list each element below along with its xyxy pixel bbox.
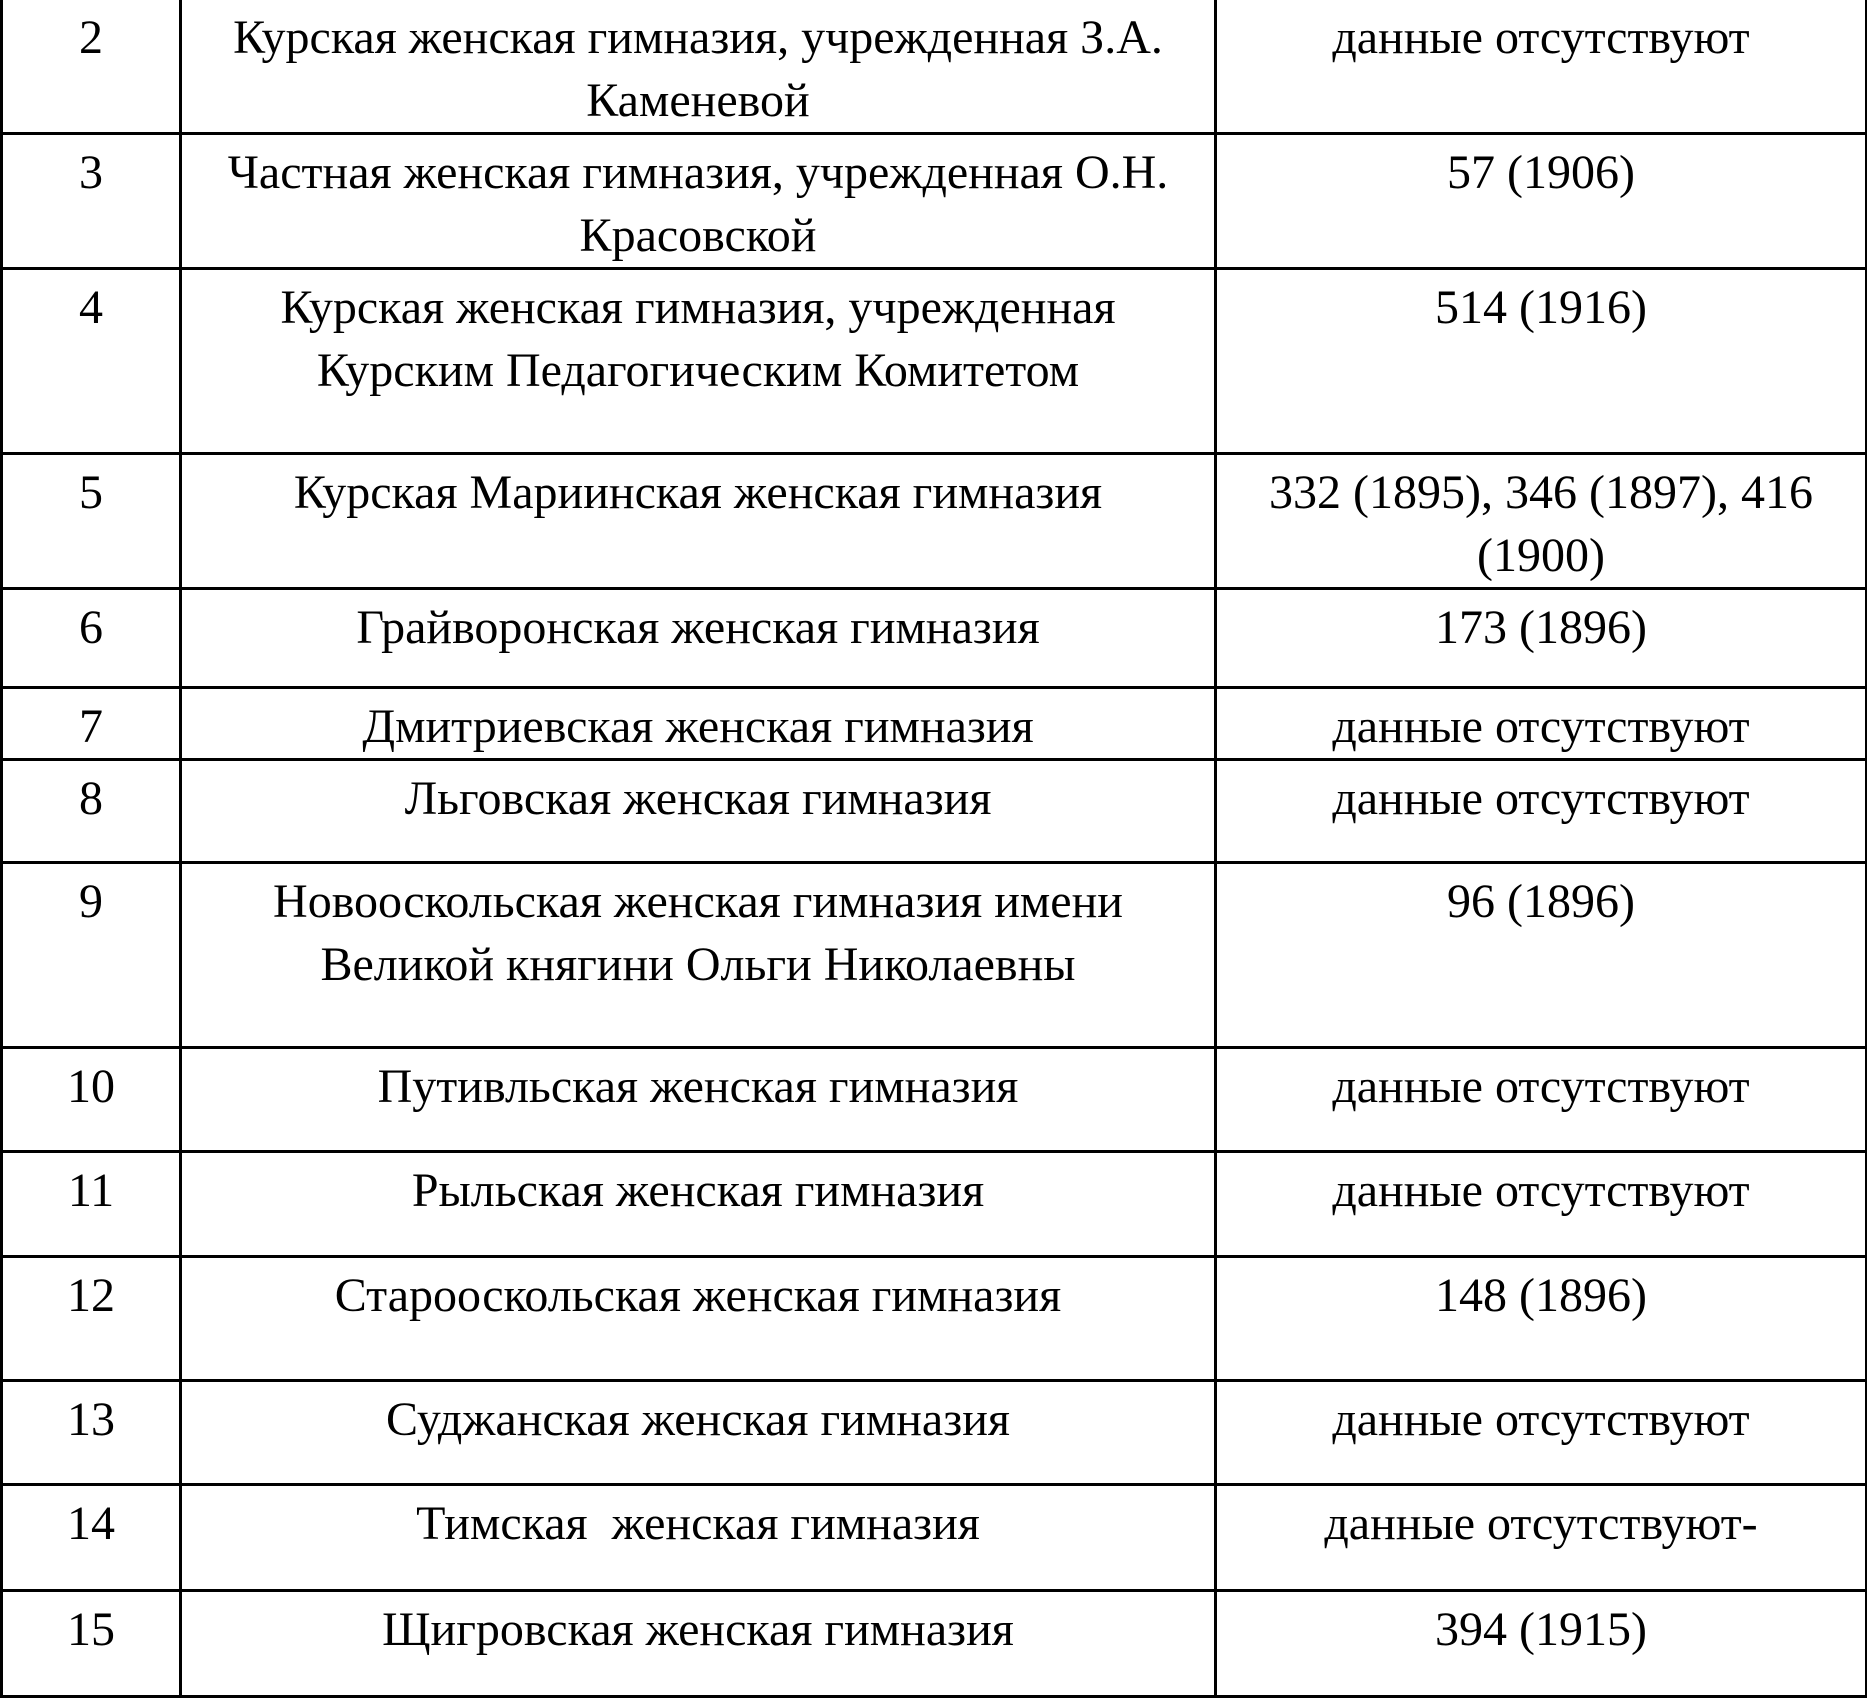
student-count-cell: данные отсутствуют (1216, 688, 1867, 760)
row-number-cell: 11 (2, 1152, 181, 1257)
row-number-cell: 13 (2, 1381, 181, 1485)
row-number-cell: 7 (2, 688, 181, 760)
row-number-cell: 10 (2, 1048, 181, 1152)
student-count-cell: данные отсутствуют (1216, 1152, 1867, 1257)
gymnasium-name-cell: Грайворонская женская гимназия (181, 589, 1216, 688)
row-number-cell: 4 (2, 269, 181, 454)
table-row (2, 1257, 1867, 1381)
gymnasium-name-cell: Частная женская гимназия, учрежденная О.Н. Красовской (181, 134, 1216, 269)
table-row (2, 589, 1867, 688)
table-row (2, 269, 1867, 454)
student-count-cell: 57 (1906) (1216, 134, 1867, 269)
gymnasium-name-cell: Старооскольская женская гимназия (181, 1257, 1216, 1381)
gymnasium-name-cell: Суджанская женская гимназия (181, 1381, 1216, 1485)
table-row (2, 134, 1867, 269)
row-number-cell: 15 (2, 1591, 181, 1697)
gymnasium-name-cell: Путивльская женская гимназия (181, 1048, 1216, 1152)
row-number-cell: 6 (2, 589, 181, 688)
table-body (2, 0, 1867, 1697)
student-count-cell: данные отсутствуют (1216, 1381, 1867, 1485)
table-row (2, 1485, 1867, 1591)
gymnasium-name-cell: Дмитриевская женская гимназия (181, 688, 1216, 760)
row-number-cell: 14 (2, 1485, 181, 1591)
table-row (2, 1048, 1867, 1152)
gymnasium-name-cell: Курская женская гимназия, учрежденная З.А. Каменевой (181, 0, 1216, 134)
table-row (2, 688, 1867, 760)
student-count-cell: 514 (1916) (1216, 269, 1867, 454)
gymnasium-name-cell: Тимская женская гимназия (181, 1485, 1216, 1591)
row-number-cell: 3 (2, 134, 181, 269)
gymnasium-name-cell: Курская женская гимназия, учрежденная Курским Педагогическим Комитетом (181, 269, 1216, 454)
student-count-cell: 394 (1915) (1216, 1591, 1867, 1697)
student-count-cell: 96 (1896) (1216, 863, 1867, 1048)
gymnasium-name-cell: Льговская женская гимназия (181, 760, 1216, 863)
student-count-cell: 148 (1896) (1216, 1257, 1867, 1381)
table-row (2, 454, 1867, 589)
student-count-cell: 332 (1895), 346 (1897), 416 (1900) (1216, 454, 1867, 589)
student-count-cell: данные отсутствуют (1216, 0, 1867, 134)
student-count-cell: 173 (1896) (1216, 589, 1867, 688)
row-number-cell: 9 (2, 863, 181, 1048)
table-row (2, 1591, 1867, 1697)
row-number-cell: 5 (2, 454, 181, 589)
student-count-cell: данные отсутствуют (1216, 760, 1867, 863)
student-count-cell: данные отсутствуют- (1216, 1485, 1867, 1591)
table-row (2, 760, 1867, 863)
gymnasium-name-cell: Новооскольская женская гимназия имени Великой княгини Ольги Николаевны (181, 863, 1216, 1048)
gymnasium-name-cell: Рыльская женская гимназия (181, 1152, 1216, 1257)
gymnasium-name-cell: Курская Мариинская женская гимназия (181, 454, 1216, 589)
table-row (2, 0, 1867, 134)
student-count-cell: данные отсутствуют (1216, 1048, 1867, 1152)
table-row (2, 863, 1867, 1048)
row-number-cell: 12 (2, 1257, 181, 1381)
table-row (2, 1381, 1867, 1485)
row-number-cell: 2 (2, 0, 181, 134)
table-row (2, 1152, 1867, 1257)
gymnasium-name-cell: Щигровская женская гимназия (181, 1591, 1216, 1697)
row-number-cell: 8 (2, 760, 181, 863)
